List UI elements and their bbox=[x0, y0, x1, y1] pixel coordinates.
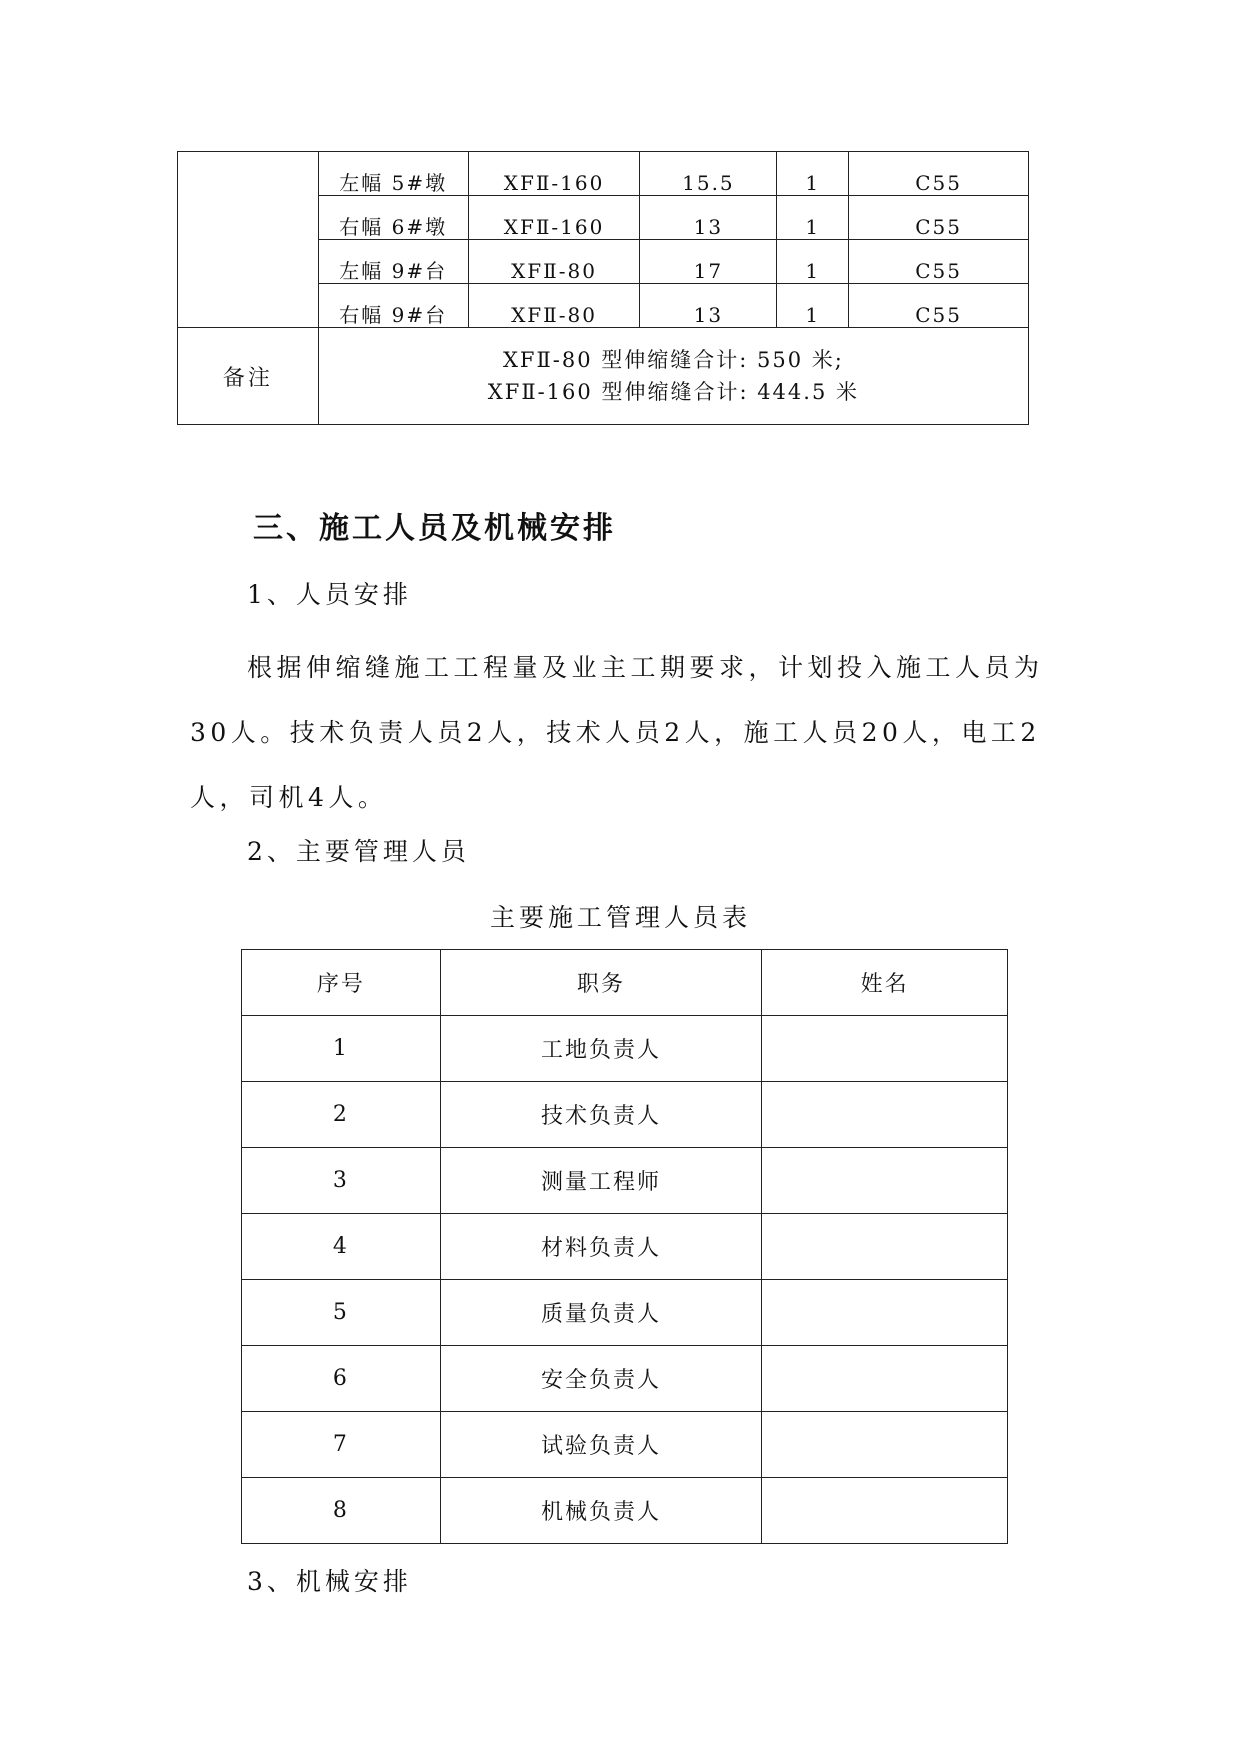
count-cell: 1 bbox=[805, 302, 821, 326]
concrete-cell: C55 bbox=[915, 302, 962, 326]
remark-label: 备注 bbox=[178, 328, 319, 425]
name-cell bbox=[762, 1280, 1008, 1346]
table-header-row bbox=[242, 950, 1008, 1016]
name-cell bbox=[762, 1082, 1008, 1148]
table-row bbox=[242, 1280, 1008, 1346]
count-cell: 1 bbox=[805, 214, 821, 238]
table-row bbox=[242, 1082, 1008, 1148]
name-cell bbox=[762, 1346, 1008, 1412]
table-row bbox=[242, 1478, 1008, 1544]
count-cell: 1 bbox=[805, 258, 821, 282]
length-cell: 15.5 bbox=[682, 170, 735, 194]
column-header: 姓名 bbox=[762, 950, 1008, 1016]
table-row bbox=[242, 1412, 1008, 1478]
model-cell: XFⅡ-160 bbox=[503, 170, 605, 194]
number-cell: 5 bbox=[242, 1280, 441, 1346]
count-cell: 1 bbox=[805, 170, 821, 194]
model-cell: XFⅡ-160 bbox=[503, 214, 605, 238]
number-cell: 1 bbox=[242, 1016, 441, 1082]
staffing-paragraph: 根据伸缩缝施工工程量及业主工期要求，计划投入施工人员为30人。技术负责人员2人，技术人员2人，施工人员20人，电工2人，司机4人。 bbox=[190, 653, 1044, 812]
subheading-staffing: 1、人员安排 bbox=[247, 580, 412, 609]
number-cell: 7 bbox=[242, 1412, 441, 1478]
number-cell: 2 bbox=[242, 1082, 441, 1148]
role-cell: 试验负责人 bbox=[440, 1412, 762, 1478]
role-cell: 技术负责人 bbox=[440, 1082, 762, 1148]
name-cell bbox=[762, 1412, 1008, 1478]
location-cell: 左幅 5#墩 bbox=[339, 170, 448, 194]
table-row bbox=[242, 1016, 1008, 1082]
length-cell: 17 bbox=[693, 258, 724, 282]
management-staff-table bbox=[241, 949, 1008, 1544]
concrete-cell: C55 bbox=[915, 258, 962, 282]
number-cell: 4 bbox=[242, 1214, 441, 1280]
table-row bbox=[242, 1214, 1008, 1280]
table-row bbox=[242, 1346, 1008, 1412]
role-cell: 安全负责人 bbox=[440, 1346, 762, 1412]
name-cell bbox=[762, 1214, 1008, 1280]
table-row bbox=[178, 152, 1029, 196]
location-cell: 左幅 9#台 bbox=[339, 258, 448, 282]
model-cell: XFⅡ-80 bbox=[511, 258, 597, 282]
table-row bbox=[242, 1148, 1008, 1214]
expansion-joint-table bbox=[177, 151, 1029, 425]
number-cell: 8 bbox=[242, 1478, 441, 1544]
table-caption: 主要施工管理人员表 bbox=[489, 903, 751, 932]
concrete-cell: C55 bbox=[915, 170, 962, 194]
remark-line: XFⅡ-160 型伸缩缝合计: 444.5 米 bbox=[487, 380, 859, 404]
model-cell: XFⅡ-80 bbox=[511, 302, 597, 326]
name-cell bbox=[762, 1016, 1008, 1082]
concrete-cell: C55 bbox=[915, 214, 962, 238]
length-cell: 13 bbox=[693, 302, 724, 326]
role-cell: 材料负责人 bbox=[440, 1214, 762, 1280]
role-cell: 质量负责人 bbox=[440, 1280, 762, 1346]
role-cell: 工地负责人 bbox=[440, 1016, 762, 1082]
name-cell bbox=[762, 1478, 1008, 1544]
merged-category-cell bbox=[178, 152, 319, 328]
number-cell: 3 bbox=[242, 1148, 441, 1214]
column-header: 序号 bbox=[242, 950, 441, 1016]
location-cell: 右幅 6#墩 bbox=[339, 214, 448, 238]
role-cell: 测量工程师 bbox=[440, 1148, 762, 1214]
number-cell: 6 bbox=[242, 1346, 441, 1412]
column-header: 职务 bbox=[440, 950, 762, 1016]
remark-row bbox=[178, 328, 1029, 425]
name-cell bbox=[762, 1148, 1008, 1214]
role-cell: 机械负责人 bbox=[440, 1478, 762, 1544]
subheading-machinery: 3、机械安排 bbox=[247, 1567, 412, 1596]
remark-line: XFⅡ-80 型伸缩缝合计: 550 米; bbox=[502, 348, 844, 372]
section-heading: 三、施工人员及机械安排 bbox=[253, 511, 616, 546]
remark-cell bbox=[318, 328, 1028, 425]
subheading-management: 2、主要管理人员 bbox=[247, 837, 470, 866]
location-cell: 右幅 9#台 bbox=[339, 302, 448, 326]
length-cell: 13 bbox=[693, 214, 724, 238]
